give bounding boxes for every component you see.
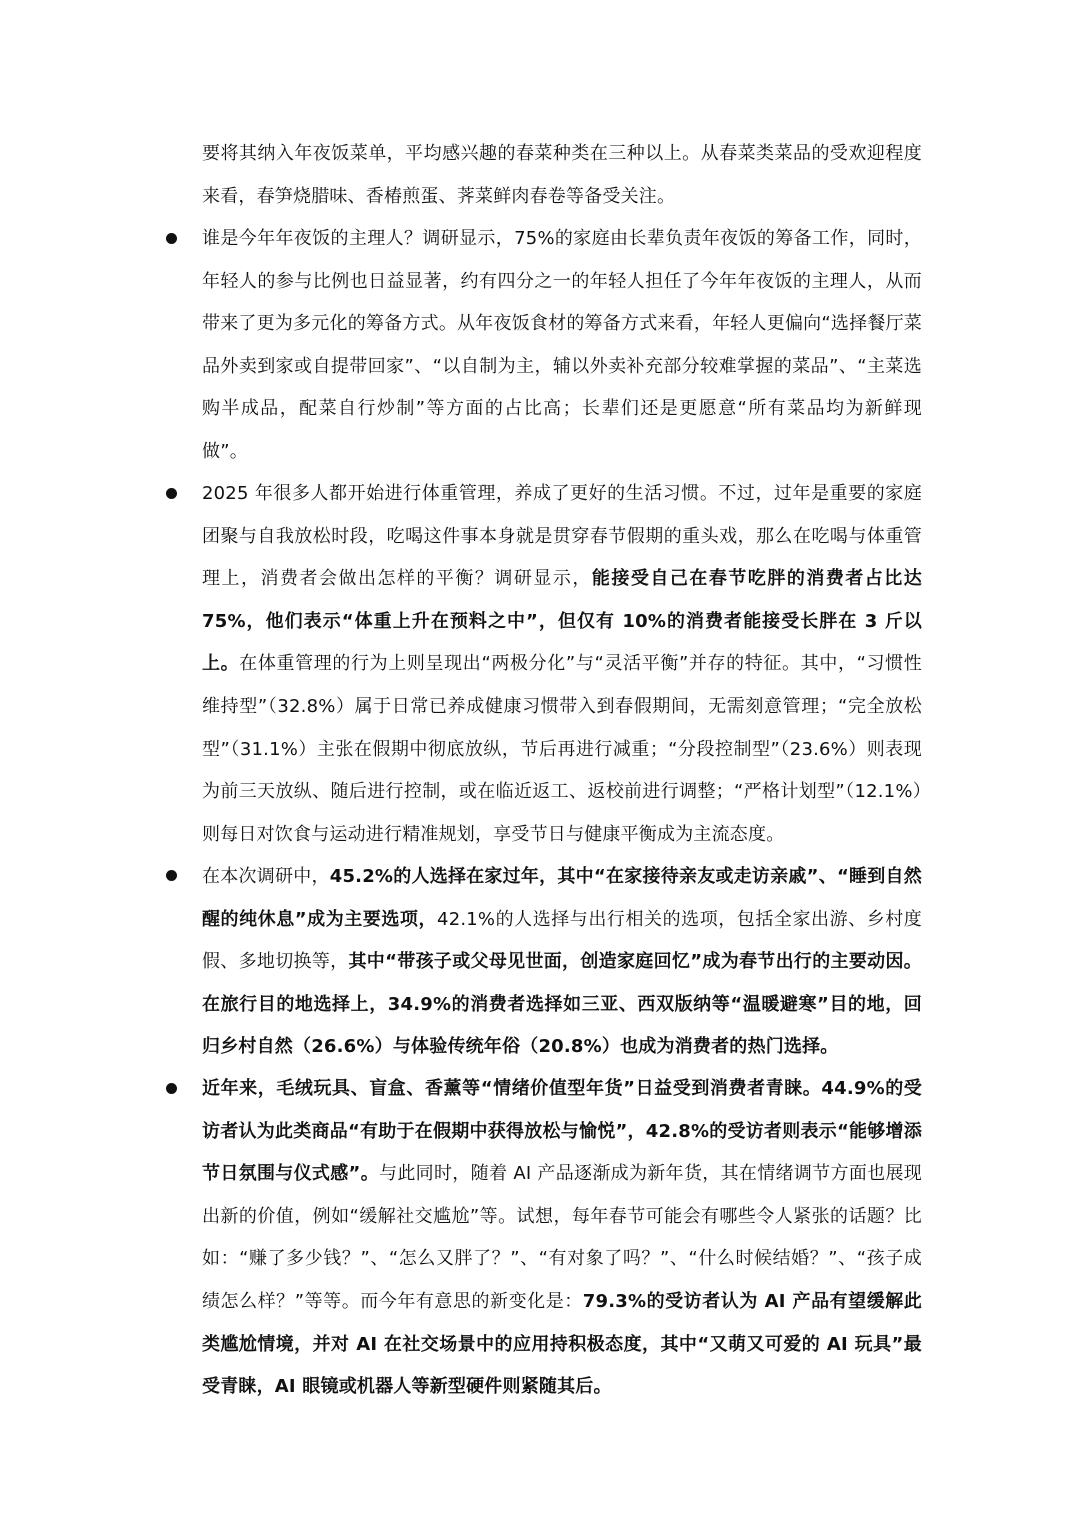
bullet-icon xyxy=(166,870,177,881)
bullet-paragraph-1 xyxy=(202,218,922,474)
text-segment: 2025 年很多人都开始进行体重管理，养成了更好的生活习惯。不过，过年是重要的家庭团聚与自我放松时段，吃喝这件事本身就是贯穿春节假期的重头戏，那么在吃喝与体重管理上，消费者会做出怎样的平衡？调研显示， xyxy=(202,483,922,590)
text-segment: 42.1%的人选择与出行相关的选项，包括全家出游、乡村度假、多地切换等， xyxy=(202,908,922,973)
text-segment: 谁是今年年夜饭的主理人？调研显示，75%的家庭由长辈负责年夜饭的筹备工作，同时，年轻人的参与比例也日益显著，约有四分之一的年轻人担任了今年年夜饭的主理人，从而带来了更为多元化的筹备方式。从年夜饭食材的筹备方式来看，年轻人更偏向“选择餐厅菜品外卖到家或自提带回家”、“以自制为主，辅以外卖补充部分较难掌握的菜品”、“主菜选购半成品，配菜自行炒制”等方面的占比高；长辈们还是更愿意“所有菜品均为新鲜现做”。 xyxy=(202,228,922,462)
bold-text-segment: 其中“带孩子或父母见世面，创造家庭回忆”成为春节出行的主要动因。在旅行目的地选择上，34.9%的消费者选择如三亚、西双版纳等“温暖避寒”目的地，回归乡村自然（26.6%）与体验传统年俗（20.8%）也成为消费者的热门选择。 xyxy=(202,951,922,1058)
bullet-icon xyxy=(166,233,177,244)
bold-text-segment: 能接受自己在春节吃胖的消费者占比达 75%，他们表示“体重上升在预料之中”，但仅有 10%的消费者能接受长胖在 3 斤以上。 xyxy=(202,568,922,675)
text-segment: 在本次调研中， xyxy=(202,866,330,887)
paragraph-text xyxy=(202,1068,922,1409)
paragraph-text xyxy=(202,473,922,856)
bullet-paragraph-2 xyxy=(202,473,922,856)
intro-paragraph xyxy=(202,133,922,218)
intro-text: 要将其纳入年夜饭菜单，平均感兴趣的春菜种类在三种以上。从春菜类菜品的受欢迎程度来看，春笋烧腊味、香椿煎蛋、荠菜鲜肉春卷等备受关注。 xyxy=(202,143,922,207)
text-segment: 在体重管理的行为上则呈现出“两极分化”与“灵活平衡”并存的特征。其中，“习惯性维持型”（32.8%）属于日常已养成健康习惯带入到春假期间，无需刻意管理；“完全放松型”（31.1%）主张在假期中彻底放纵，节后再进行减重；“分段控制型”（23.6%）则表现为前三天放纵、随后进行控制，或在临近返工、返校前进行调整；“严格计划型”（12.1%）则每日对饮食与运动进行精准规划，享受节日与健康平衡成为主流态度。 xyxy=(202,653,922,845)
bullet-icon xyxy=(166,488,177,499)
bold-text-segment: 79.3%的受访者认为 AI 产品有望缓解此类尴尬情境，并对 AI 在社交场景中的应用持积极态度，其中“又萌又可爱的 AI 玩具”最受青睐，AI 眼镜或机器人等新型硬件则紧随其后。 xyxy=(202,1290,922,1398)
bold-text-segment: 近年来，毛绒玩具、盲盒、香薰等“情绪价值型年货”日益受到消费者青睐。44.9%的受访者认为此类商品“有助于在假期中获得放松与愉悦”，42.8%的受访者则表示“能够增添节日氛围与仪式感”。 xyxy=(202,1078,922,1185)
paragraph-text xyxy=(202,218,922,474)
bullet-paragraph-4 xyxy=(202,1068,922,1409)
bold-text-segment: 45.2%的人选择在家过年，其中“在家接待亲友或走访亲戚”、“睡到自然醒的纯休息”成为主要选项， xyxy=(202,866,922,930)
text-segment: 与此同时，随着 AI 产品逐渐成为新年货，其在情绪调节方面也展现出新的价值，例如“缓解社交尴尬”等。试想，每年春节可能会有哪些令人紧张的话题？比如：“赚了多少钱？”、“怎么又胖了？”、“有对象了吗？”、“什么时候结婚？”、“孩子成绩怎么样？”等等。而今年有意思的新变化是： xyxy=(202,1163,922,1312)
bullet-icon xyxy=(166,1083,177,1094)
paragraph-text xyxy=(202,856,922,1069)
bullet-paragraph-3 xyxy=(202,856,922,1069)
